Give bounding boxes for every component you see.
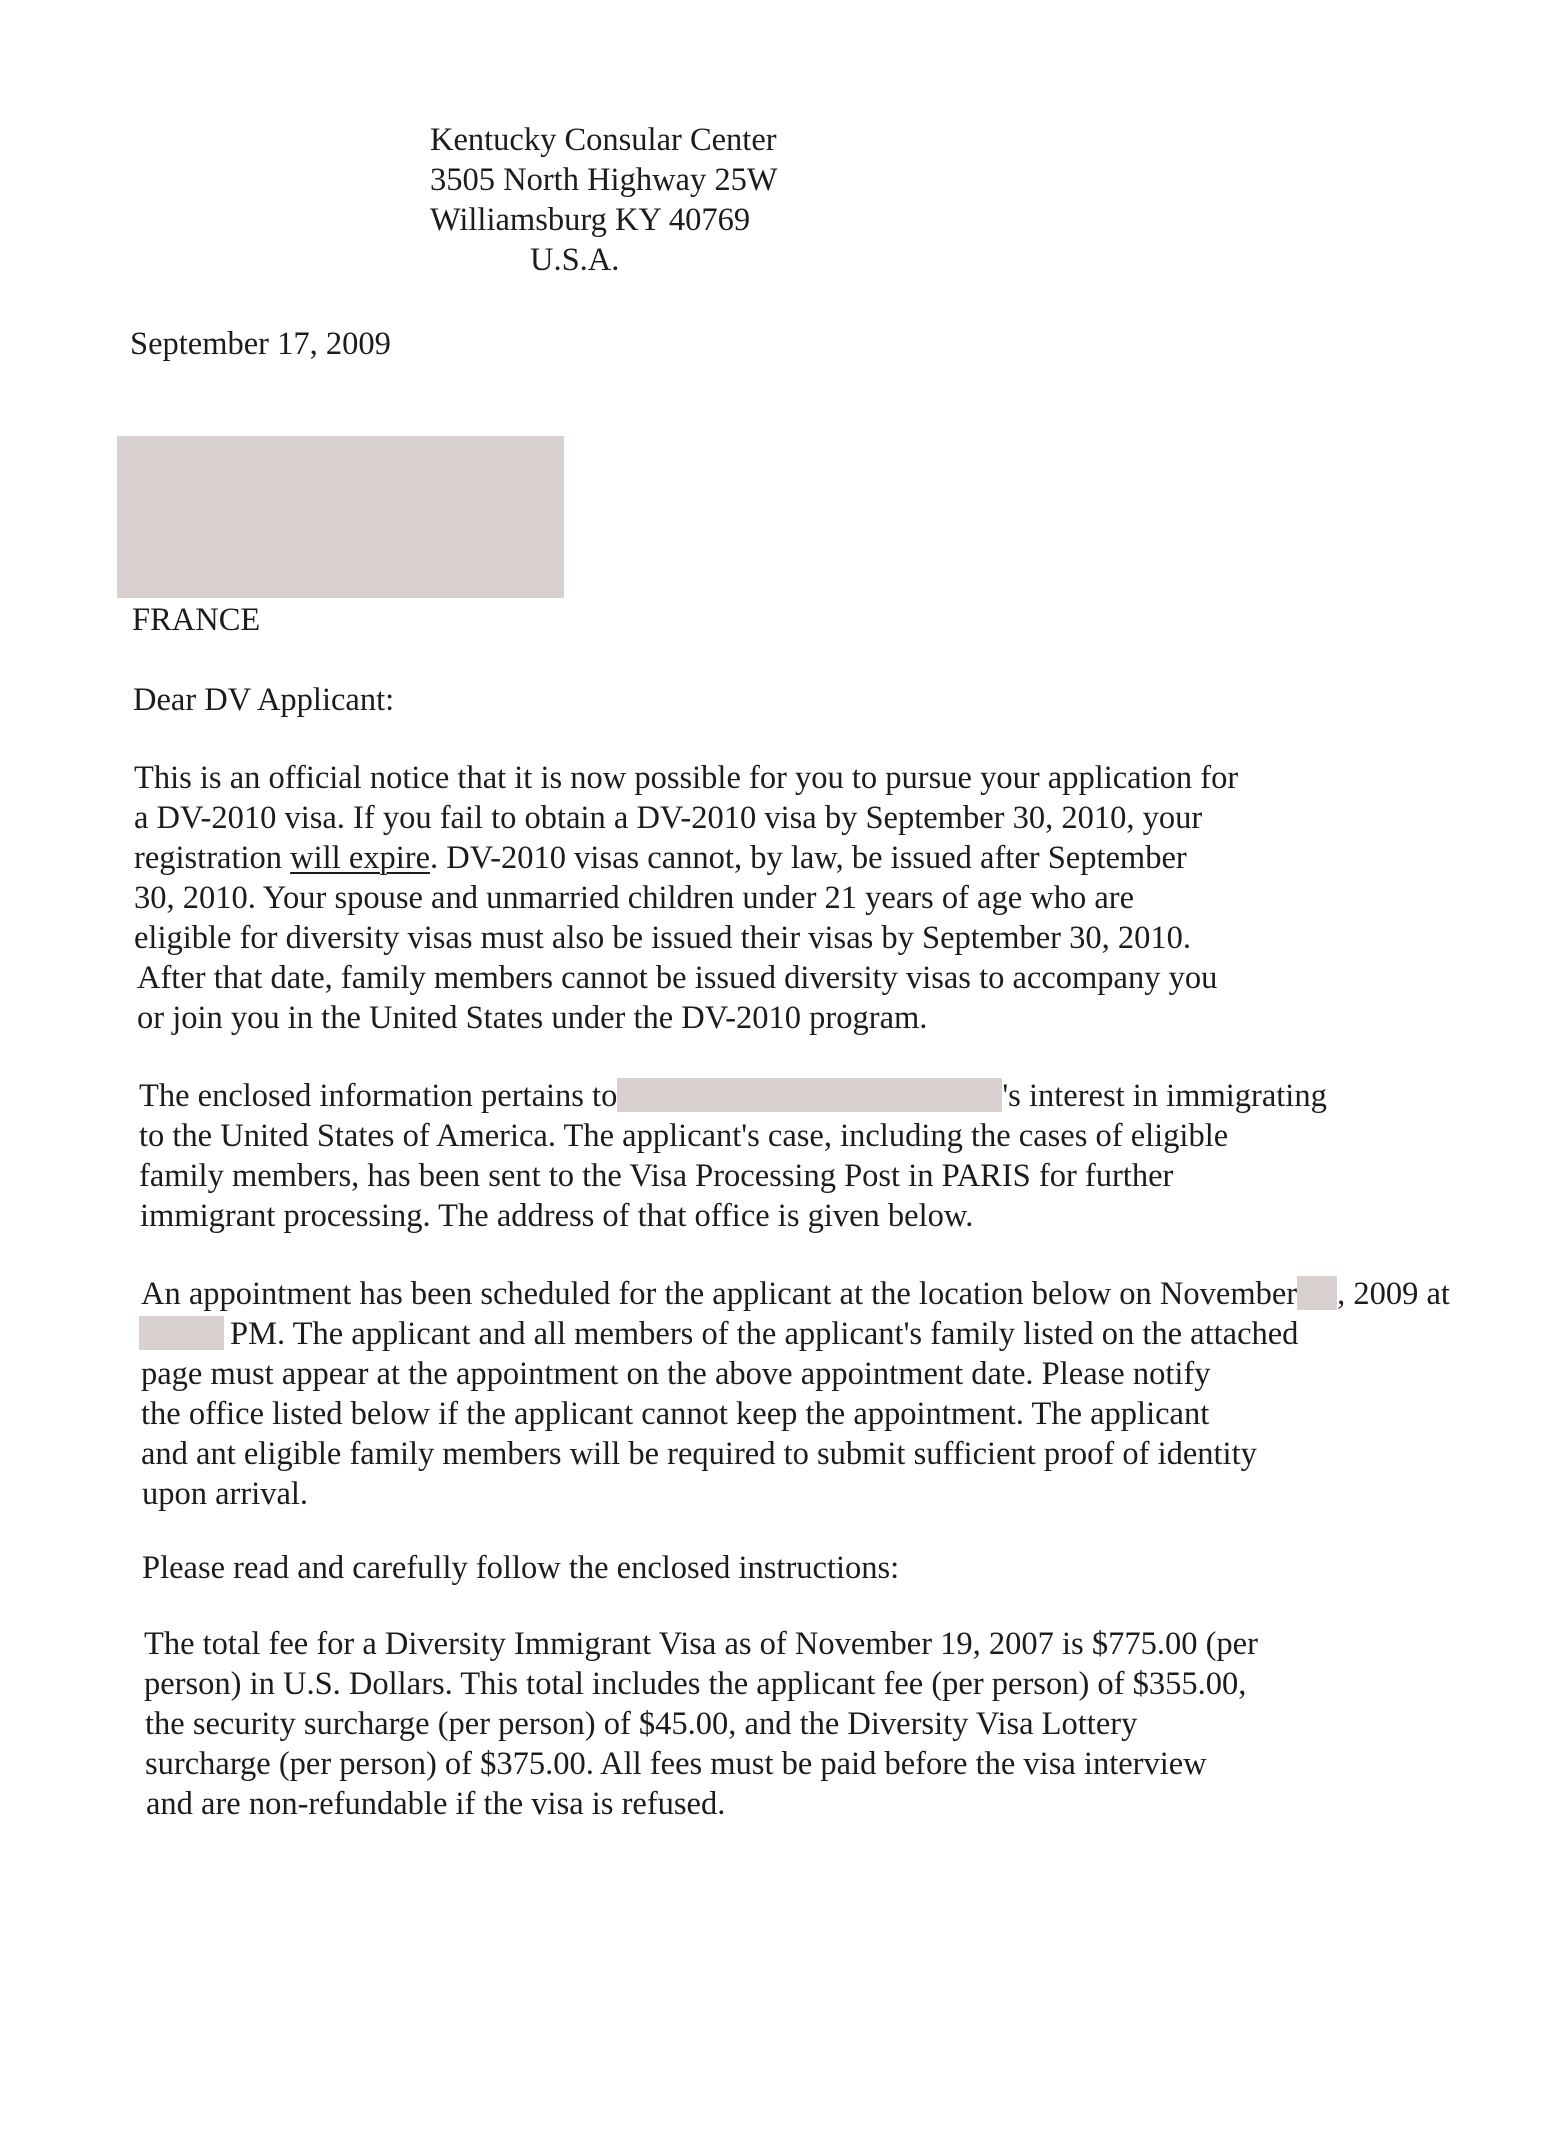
paragraph-line [141, 1274, 1450, 1314]
paragraph-line: surcharge (per person) of $375.00. All fees must be paid before the visa interview [145, 1746, 1207, 1782]
redacted-applicant-name [617, 1078, 1002, 1112]
line-text: An appointment has been scheduled for the applicant at the location below on November [141, 1276, 1298, 1312]
paragraph-line [139, 1076, 1327, 1116]
paragraph-line: the security surcharge (per person) of $45.00, and the Diversity Visa Lottery [145, 1706, 1138, 1742]
line-text: The enclosed information pertains to [139, 1078, 618, 1114]
paragraph-line: and are non-refundable if the visa is refused. [146, 1786, 726, 1822]
line-text: . DV-2010 visas cannot, by law, be issued after September [430, 840, 1187, 876]
paragraph-line: eligible for diversity visas must also be issued their visas by September 30, 2010. [134, 920, 1191, 956]
redacted-appointment-time [139, 1316, 224, 1350]
letter-date: September 17, 2009 [130, 326, 391, 362]
paragraph-line: page must appear at the appointment on the above appointment date. Please notify [141, 1356, 1211, 1392]
paragraph-line: person) in U.S. Dollars. This total includes the applicant fee (per person) of $355.00, [144, 1666, 1247, 1702]
salutation: Dear DV Applicant: [133, 682, 395, 718]
paragraph-line: the office listed below if the applicant cannot keep the appointment. The applicant [141, 1396, 1210, 1432]
paragraph-line: or join you in the United States under the DV-2010 program. [137, 1000, 928, 1036]
paragraph-instructions: Please read and carefully follow the enclosed instructions: [142, 1550, 900, 1586]
line-text: , 2009 at [1337, 1276, 1450, 1312]
paragraph-line [139, 1314, 1298, 1354]
paragraph-line: This is an official notice that it is now possible for you to pursue your application for [134, 760, 1239, 796]
paragraph-line [134, 838, 1187, 878]
paragraph-line: After that date, family members cannot be issued diversity visas to accompany you [137, 960, 1218, 996]
line-text: registration [134, 840, 291, 876]
sender-name: Kentucky Consular Center [430, 122, 777, 158]
line-text: PM. The applicant and all members of the applicant's family listed on the attached [230, 1316, 1299, 1352]
sender-city: Williamsburg KY 40769 [430, 202, 751, 238]
paragraph-line: to the United States of America. The applicant's case, including the cases of eligible [139, 1118, 1229, 1154]
paragraph-line: immigrant processing. The address of that office is given below. [140, 1198, 974, 1234]
underlined-text: will expire [290, 840, 431, 876]
recipient-country: FRANCE [132, 602, 261, 638]
redacted-recipient-address [117, 436, 564, 598]
paragraph-line: and ant eligible family members will be required to submit sufficient proof of identity [141, 1436, 1257, 1472]
paragraph-line: 30, 2010. Your spouse and unmarried children under 21 years of age who are [134, 880, 1135, 916]
paragraph-line: upon arrival. [142, 1476, 309, 1512]
paragraph-line: The total fee for a Diversity Immigrant Visa as of November 19, 2007 is $775.00 (per [144, 1626, 1258, 1662]
sender-country: U.S.A. [530, 242, 620, 278]
paragraph-line: family members, has been sent to the Visa Processing Post in PARIS for further [139, 1158, 1174, 1194]
sender-street: 3505 North Highway 25W [430, 162, 778, 198]
paragraph-line: a DV-2010 visa. If you fail to obtain a DV-2010 visa by September 30, 2010, your [134, 800, 1203, 836]
line-text: 's interest in immigrating [1002, 1078, 1327, 1114]
redacted-appointment-day [1297, 1276, 1337, 1310]
